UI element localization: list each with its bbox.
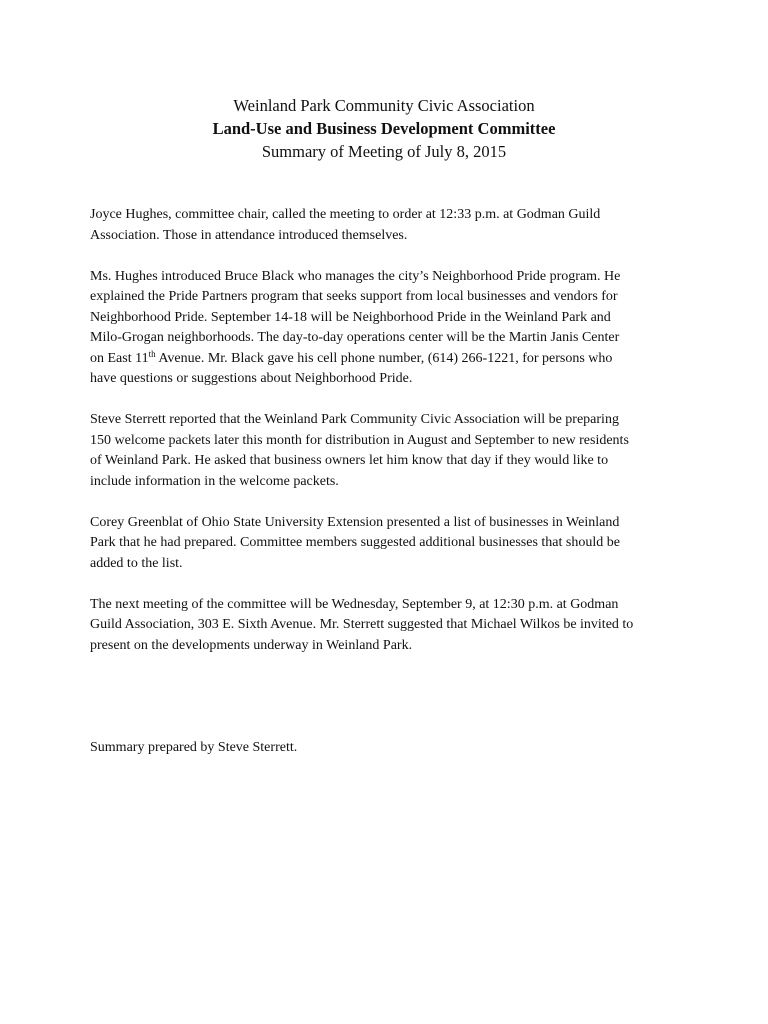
text-line: have questions or suggestions about Neighborhood Pride. xyxy=(90,371,413,386)
committee-title: Land-Use and Business Development Committee xyxy=(212,119,556,138)
text-line xyxy=(90,349,680,370)
paragraph-welcome-packets xyxy=(90,410,680,492)
text-fragment: on East 11 xyxy=(90,350,149,366)
text-line: Milo-Grogan neighborhoods. The day-to-day operations center will be the Martin Janis Center xyxy=(90,330,620,345)
text-line: Joyce Hughes, committee chair, called the meeting to order at 12:33 p.m. at Godman Guild xyxy=(90,207,601,222)
paragraph-neighborhood-pride xyxy=(90,267,680,390)
text-line: Association. Those in attendance introduced themselves. xyxy=(90,227,408,243)
text-line: Park that he had prepared. Committee members suggested additional businesses that should be xyxy=(90,535,620,550)
text-line: Corey Greenblat of Ohio State University Extension presented a list of businesses in Weinland xyxy=(90,514,620,530)
paragraph-next-meeting xyxy=(90,595,680,657)
text-line: Guild Association, 303 E. Sixth Avenue. Mr. Sterrett suggested that Michael Wilkos be invited to xyxy=(90,617,634,632)
organization-title: Weinland Park Community Civic Association xyxy=(233,96,535,115)
paragraph-call-to-order xyxy=(90,205,680,246)
text-line: present on the developments underway in Weinland Park. xyxy=(90,637,413,653)
document-body xyxy=(90,205,680,677)
text-line: of Weinland Park. He asked that business owners let him know that day if they would like to xyxy=(90,453,609,468)
text-line: Ms. Hughes introduced Bruce Black who manages the city’s Neighborhood Pride program. He xyxy=(90,268,621,284)
summary-signoff: Summary prepared by Steve Sterrett. xyxy=(90,740,298,755)
text-line: 150 welcome packets later this month for distribution in August and September to new residents xyxy=(90,432,629,448)
text-line: explained the Pride Partners program that seeks support from local businesses and vendors for xyxy=(90,289,618,304)
text-fragment: Avenue. Mr. Black gave his cell phone number, (614) 266-1221, for persons who xyxy=(155,350,613,366)
text-line: include information in the welcome packets. xyxy=(90,473,339,489)
text-line: added to the list. xyxy=(90,555,183,571)
text-line: Neighborhood Pride. September 14-18 will be Neighborhood Pride in the Weinland Park and xyxy=(90,309,611,325)
text-line: The next meeting of the committee will be Wednesday, September 9, at 12:30 p.m. at Godman xyxy=(90,596,619,612)
document-header xyxy=(0,94,768,163)
paragraph-business-list xyxy=(90,513,680,575)
ordinal-superscript: th xyxy=(148,348,156,359)
text-line: Steve Sterrett reported that the Weinland Park Community Civic Association will be preparing xyxy=(90,412,619,427)
meeting-title: Summary of Meeting of July 8, 2015 xyxy=(261,142,507,161)
